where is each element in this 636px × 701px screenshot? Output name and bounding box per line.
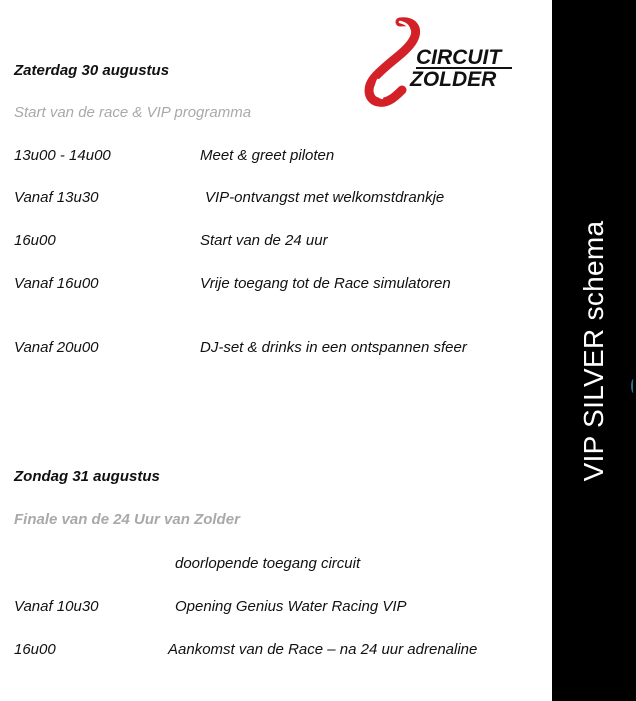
schedule-desc: doorlopende toegang circuit bbox=[175, 555, 361, 572]
circuit-zolder-logo bbox=[352, 16, 532, 116]
schedule-time: 16u00 bbox=[14, 641, 56, 658]
sidebar-title: VIP SILVER schema bbox=[578, 220, 609, 481]
saturday-subtitle: Start van de race & VIP programma bbox=[14, 104, 252, 121]
edge-mark bbox=[631, 379, 636, 393]
schedule-time: Vanaf 20u00 bbox=[14, 339, 99, 356]
schedule-desc: Aankomst van de Race – na 24 uur adrenaline bbox=[168, 641, 478, 658]
schedule-time: Vanaf 10u30 bbox=[14, 598, 99, 615]
saturday-title: Zaterdag 30 augustus bbox=[14, 62, 170, 79]
schedule-time: Vanaf 16u00 bbox=[14, 275, 99, 292]
schedule-desc: VIP-ontvangst met welkomstdrankje bbox=[205, 189, 445, 206]
sunday-subtitle: Finale van de 24 Uur van Zolder bbox=[14, 511, 240, 528]
vip-silver-sidebar bbox=[552, 0, 636, 701]
schedule-time: 16u00 bbox=[14, 232, 56, 249]
sunday-title: Zondag 31 augustus bbox=[14, 468, 160, 485]
logo-swoosh-icon bbox=[352, 16, 532, 116]
logo-line2: ZOLDER bbox=[410, 68, 497, 91]
schedule-desc: Meet & greet piloten bbox=[200, 147, 335, 164]
schedule-desc: DJ-set & drinks in een ontspannen sfeer bbox=[200, 339, 467, 356]
schedule-desc: Start van de 24 uur bbox=[200, 232, 328, 249]
schedule-desc: Opening Genius Water Racing VIP bbox=[175, 598, 407, 615]
logo-line1: CIRCUIT bbox=[416, 46, 502, 69]
schedule-desc: Vrije toegang tot de Race simulatoren bbox=[200, 275, 451, 292]
schedule-time: Vanaf 13u30 bbox=[14, 189, 99, 206]
schedule-time: 13u00 - 14u00 bbox=[14, 147, 111, 164]
